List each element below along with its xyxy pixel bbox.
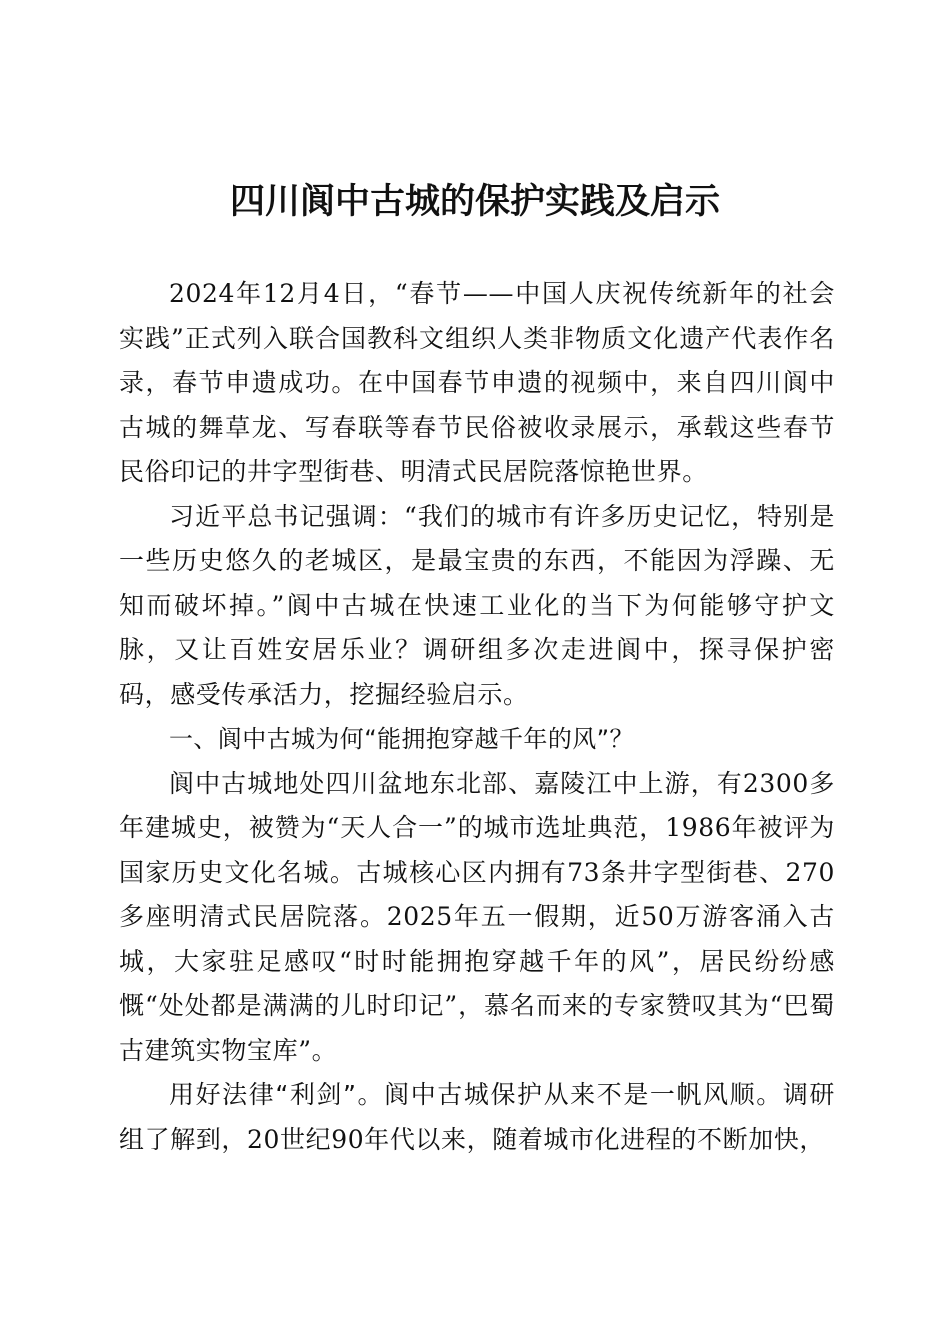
paragraph-intro: 2024年12月4日，“春节——中国人庆祝传统新年的社会实践”正式列入联合国教科文组织人类非物质文化遗产代表作名录，春节申遗成功。在中国春节申遗的视频中，来自四川阆中古城的舞草龙、写春联等春节民俗被收录展示，承载这些春节民俗印记的井字型街巷、明清式民居院落惊艳世界。	[119, 279, 835, 486]
section-heading: 一、阆中古城为何“能拥抱穿越千年的风”？	[169, 725, 634, 753]
paragraph-quote: 习近平总书记强调：“我们的城市有许多历史记忆，特别是一些历史悠久的老城区，是最宝贵的东西，不能因为浮躁、无知而破坏掉。”阆中古城在快速工业化的当下为何能够守护文脉，又让百姓安居乐业？调研组多次走进阆中，探寻保护密码，感受传承活力，挖掘经验启示。	[119, 501, 835, 709]
paragraph-law	[119, 1073, 835, 1162]
document-title: 四川阆中古城的保护实践及启示	[229, 182, 720, 222]
subsection-lead: 用好法律“利剑”。	[169, 1080, 385, 1109]
document-body	[119, 272, 835, 1162]
subsection-text: 阆中古城保护从来不是一帆风顺。调研组了解到，20世纪90年代以来，随着城市化进程的不断加快，	[119, 1080, 835, 1154]
paragraph-section-one: 阆中古城地处四川盆地东北部、嘉陵江中上游，有2300多年建城史，被赞为“天人合一”的城市选址典范，1986年被评为国家历史文化名城。古城核心区内拥有73条井字型街巷、270多座明清式民居院落。2025年五一假期，近50万游客涌入古城，大家驻足感叹“时时能拥抱穿越千年的风”，居民纷纷感慨“处处都是满满的儿时印记”，慕名而来的专家赞叹其为“巴蜀古建筑实物宝库”。	[119, 768, 835, 1065]
